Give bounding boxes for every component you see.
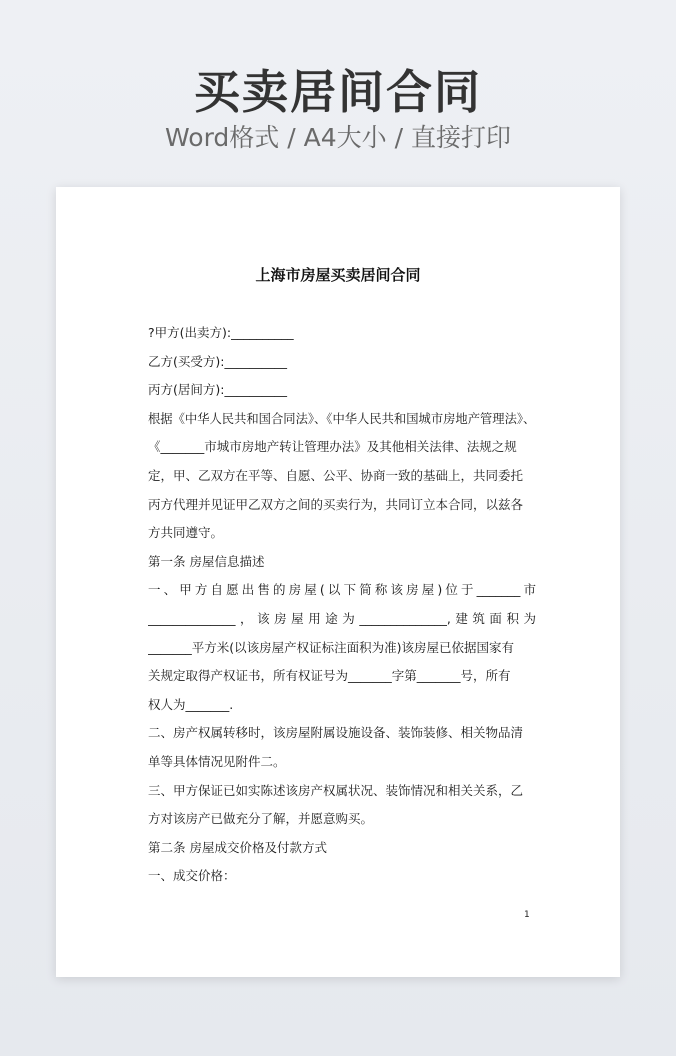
body-line: ______________，该房屋用途为______________,建筑面积为 xyxy=(148,610,536,626)
document-page xyxy=(56,187,620,977)
document-body xyxy=(148,319,536,891)
body-line: 一、甲方自愿出售的房屋(以下简称该房屋)位于_______市 xyxy=(148,582,536,598)
banner-subtitle: Word格式 / A4大小 / 直接打印 xyxy=(165,123,511,152)
body-line: _______平方米(以该房屋产权证标注面积为准)该房屋已依据国家有 xyxy=(148,639,515,655)
section-heading: 第一条 房屋信息描述 xyxy=(148,553,265,569)
page-number: 1 xyxy=(524,910,530,920)
body-line: ?甲方(出卖方):__________ xyxy=(148,325,294,340)
body-line: 根据《中华人民共和国合同法》、《中华人民共和国城市房地产管理法》、 xyxy=(148,411,536,426)
body-line: 《_______市城市房地产转让管理办法》及其他相关法律、法规之规 xyxy=(148,439,517,455)
body-line: 三、甲方保证已如实陈述该房产权属状况、装饰情况和相关关系，乙 xyxy=(148,782,524,798)
document-title: 上海市房屋买卖居间合同 xyxy=(255,266,421,284)
body-line: 丙方(居间方):__________ xyxy=(148,382,287,398)
body-line: 一、成交价格： xyxy=(148,868,236,884)
body-line: 方共同遵守。 xyxy=(148,525,224,541)
body-line: 乙方(买受方):__________ xyxy=(148,353,287,369)
body-line: 单等具体情况见附件二。 xyxy=(148,753,286,769)
body-line: 定，甲、乙双方在平等、自愿、公平、协商一致的基础上，共同委托 xyxy=(148,467,524,483)
banner-title: 买卖居间合同 xyxy=(194,65,482,119)
body-line: 丙方代理并见证甲乙双方之间的买卖行为，共同订立本合同，以兹各 xyxy=(148,496,524,512)
section-heading: 第二条 房屋成交价格及付款方式 xyxy=(148,839,327,855)
body-line: 二、房产权属转移时，该房屋附属设施设备、装饰装修、相关物品清 xyxy=(148,725,524,741)
body-line: 关规定取得产权证书，所有权证号为_______字第_______号，所有 xyxy=(148,668,511,684)
body-line: 权人为_______. xyxy=(148,696,234,712)
body-line: 方对该房产已做充分了解，并愿意购买。 xyxy=(148,811,374,827)
